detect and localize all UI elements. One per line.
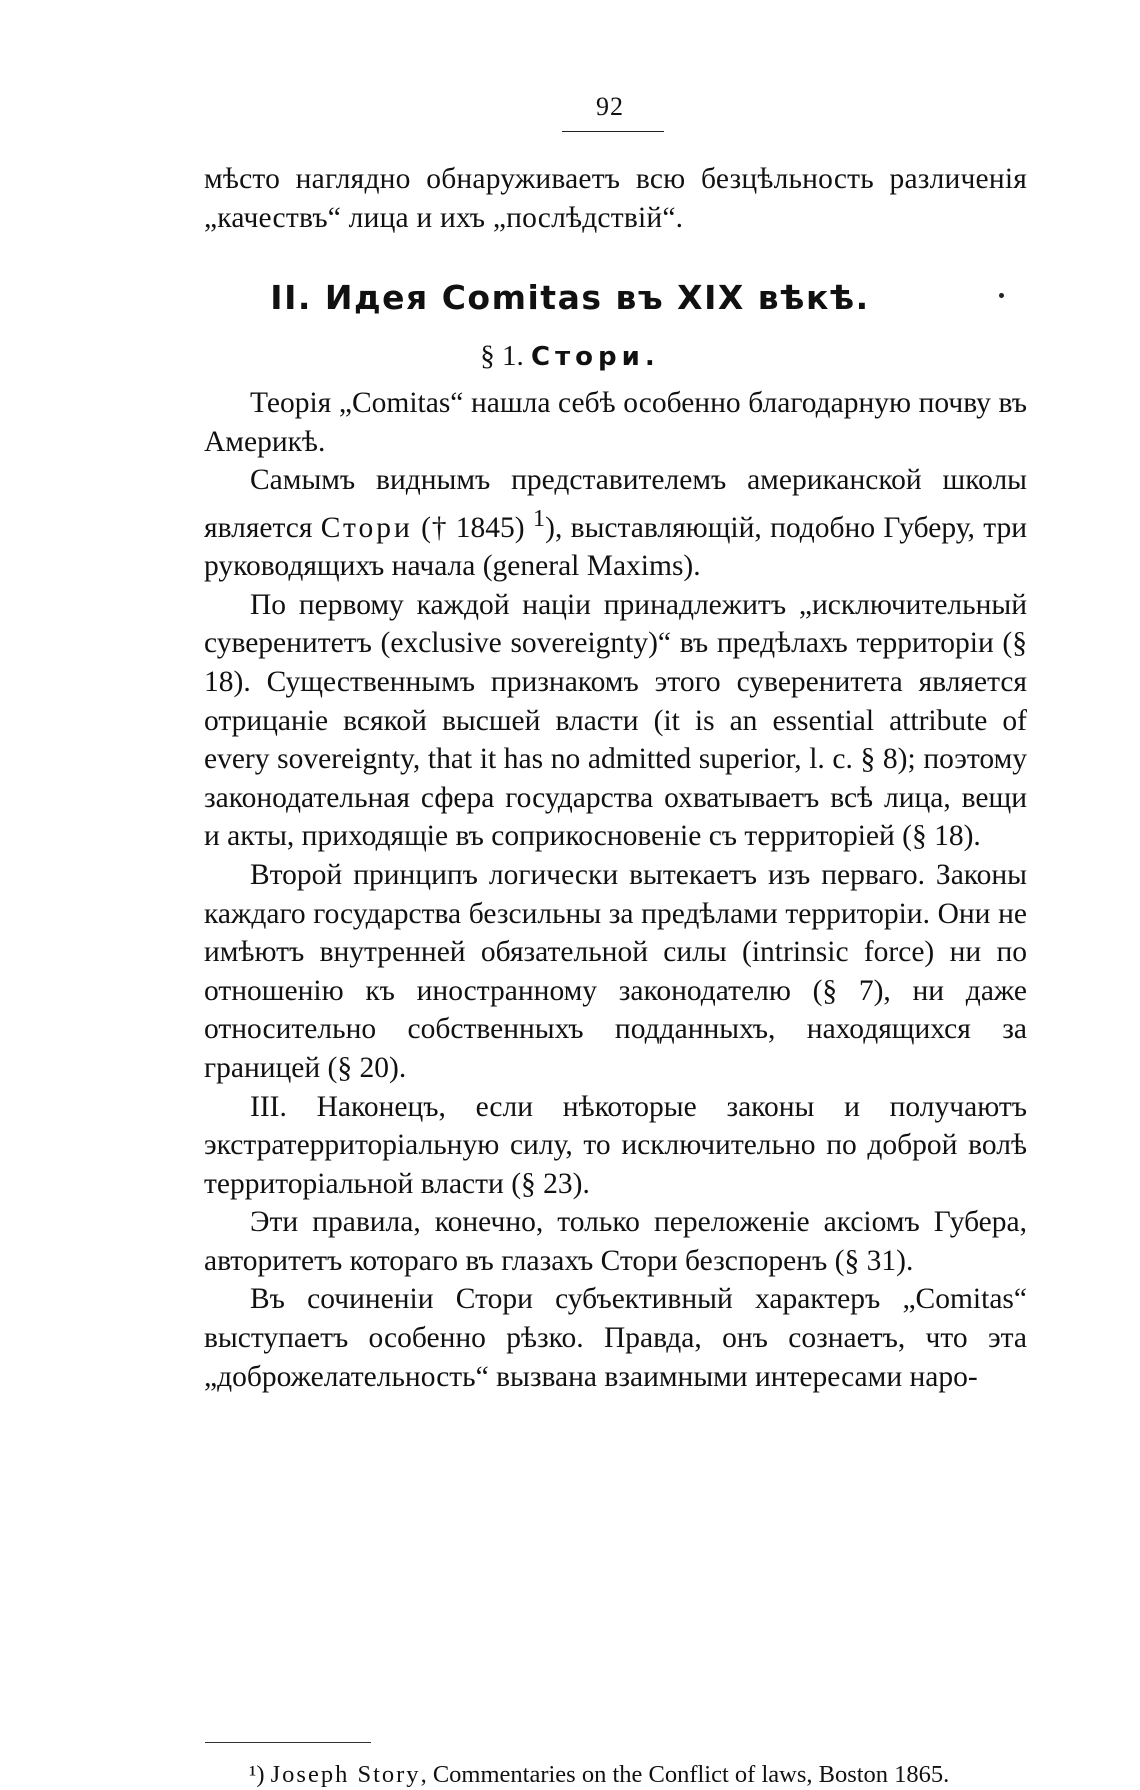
paragraph-6: Эти правила, конечно, только переложеніе аксіомъ Губера, авторитетъ котораго въ глазахъ Стори безспоренъ (§ 31).: [204, 1206, 1027, 1277]
paragraph-2: [204, 461, 1027, 586]
paragraph-4: Второй принципъ логически вытекаетъ изъ перваго. Законы каждаго государства безсильны за предѣлами территоріи. Они не имѣютъ внутренней обязательной силы (intrinsic force) ни по отношенію къ иностранному законодателю (§ 7), ни даже относительно собственныхъ подданныхъ, находящихся за границей (§ 20).: [204, 858, 1027, 1084]
chapter-title: II. Идея Comitas въ XIX вѣкѣ.: [270, 278, 870, 317]
section-sign: § 1.: [480, 340, 524, 372]
section-title: [0, 338, 1140, 375]
footnote-reference: 1: [532, 504, 546, 532]
paragraph-5: III. Наконецъ, если нѣкоторые законы и получаютъ экстратерриторіальную силу, то исключительно по доброй волѣ территоріальной власти (§ 23).: [204, 1090, 1027, 1200]
footnote-author: Joseph Story: [270, 1761, 421, 1788]
page-number-rule: [562, 131, 664, 132]
page-number: 92: [596, 92, 624, 121]
footnote-marker: ¹): [249, 1761, 265, 1788]
paragraph-2-part-c: ), выставляющій, подобно Губеру, три руководящихъ начала (general Maxims).: [204, 511, 1027, 583]
author-name-story: Стори: [320, 511, 413, 544]
print-speck: [999, 293, 1004, 298]
main-text: [204, 384, 1027, 1396]
paragraph-2-part-b: († 1845): [412, 511, 533, 544]
paragraph-1: Теорія „Comitas“ нашла себѣ особенно благодарную почву въ Америкѣ.: [204, 387, 1027, 458]
footnote: [205, 1760, 1028, 1790]
footnote-separator: [205, 1742, 371, 1743]
paragraph-3: По первому каждой націи принадлежитъ „исключительный суверенитетъ (exclusive sovereignty)“ въ предѣлахъ территоріи (§ 18). Существеннымъ признакомъ этого суверенитета является отрицаніе всякой высшей власти (it is an essential attribute of every sovereignty, that it has no admitted superior, l. c. § 8); поэтому законодательная сфера государства охватываетъ всѣ лица, вещи и акты, приходящіе въ соприкосновеніе съ территоріей (§ 18).: [204, 588, 1027, 853]
paragraph-7: Въ сочиненіи Стори субъективный характеръ „Comitas“ выступаетъ особенно рѣзко. Правда, онъ сознаетъ, что эта „доброжелательность“ вызвана взаимными интересами наро-: [204, 1283, 1027, 1393]
paragraph-2-part-a: Самымъ виднымъ представителемъ американской школы является: [204, 464, 1027, 544]
intro-paragraph: мѣсто наглядно обнаруживаетъ всю безцѣльность различенія „качествъ“ лица и ихъ „послѣдствій“.: [204, 163, 1027, 234]
section-name: Стори.: [531, 342, 660, 372]
intro-text: [204, 160, 1027, 237]
footnote-text: , Commentaries on the Conflict of laws, Boston 1865.: [420, 1761, 950, 1788]
